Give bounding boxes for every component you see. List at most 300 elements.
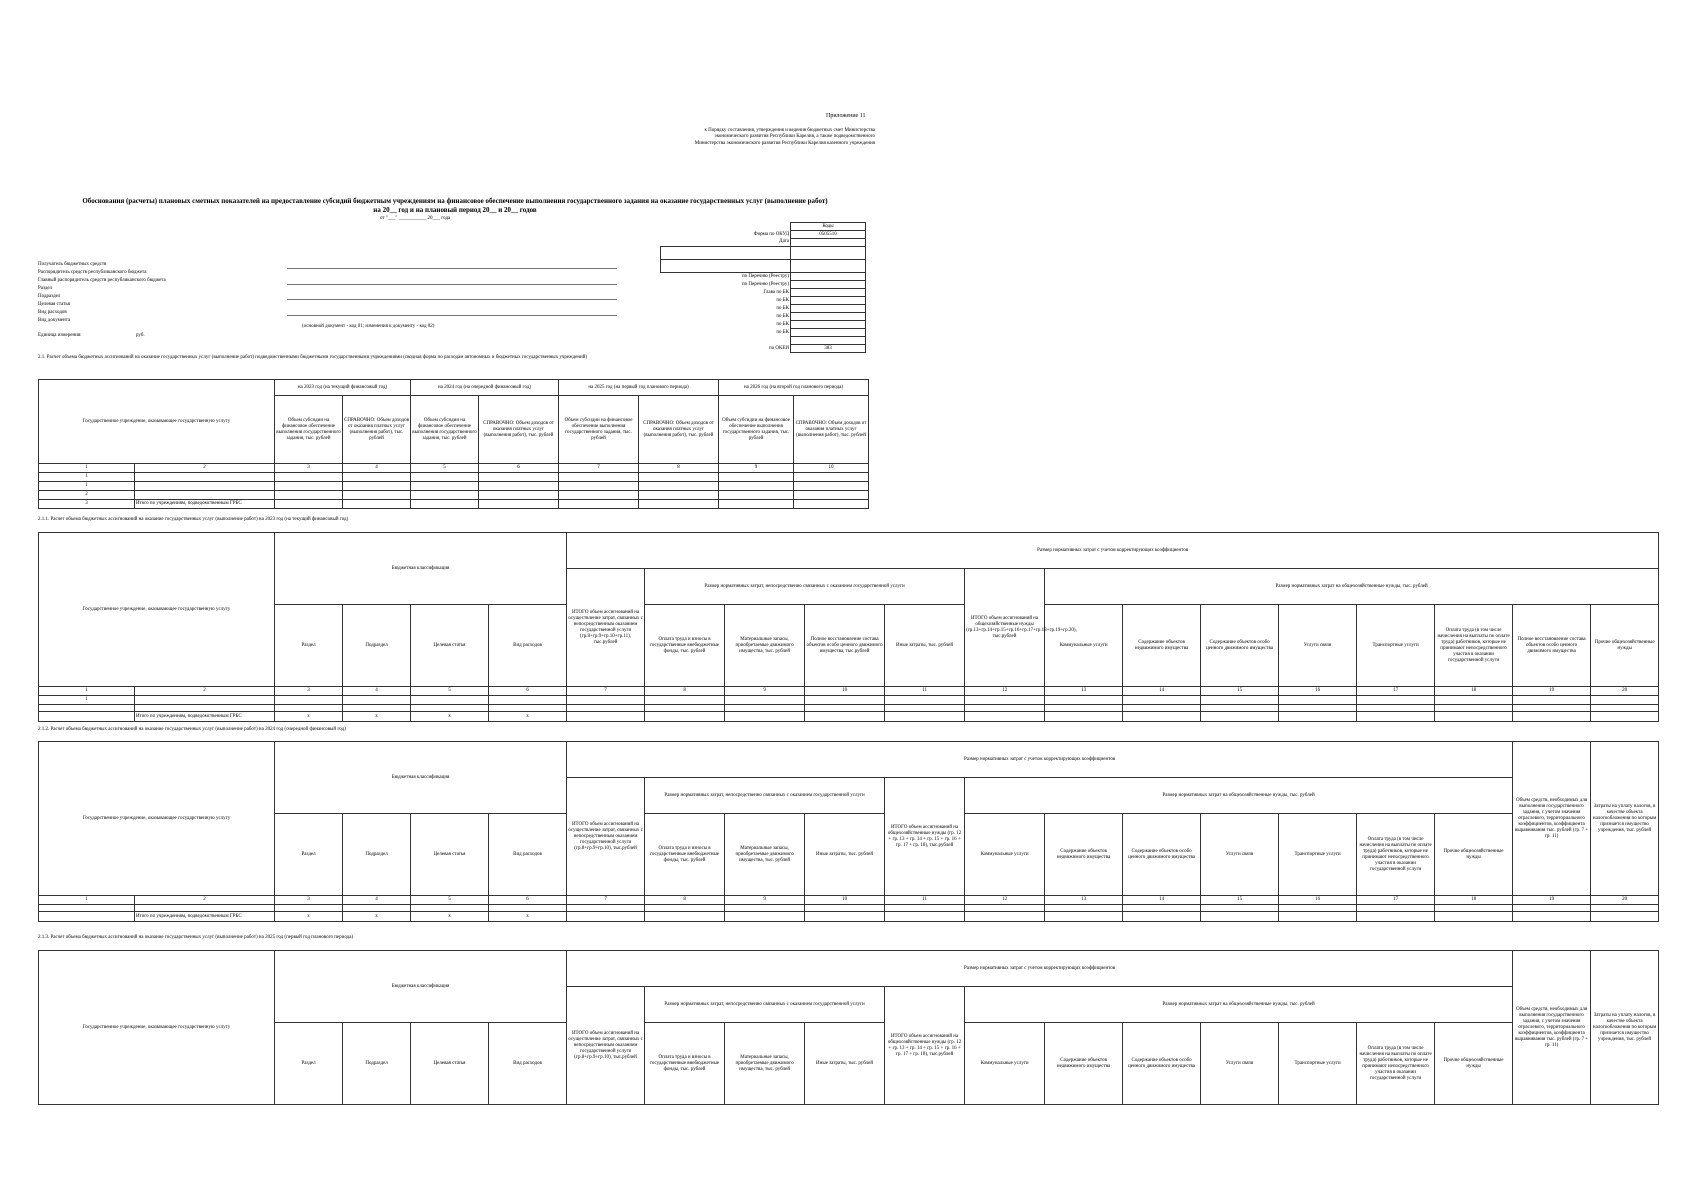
table-cell xyxy=(1279,912,1357,922)
codes-value xyxy=(791,239,866,247)
table-cell xyxy=(805,905,885,912)
codes-label: по Перечню (Реестру) xyxy=(741,281,789,287)
table-cell xyxy=(1513,712,1591,722)
table-cell xyxy=(661,223,791,231)
table-cell xyxy=(1357,712,1435,722)
table-cell: Полное восстановление состава объектов особо ценного движимого имущества xyxy=(1513,605,1591,687)
institution-header: Государственное учреждение, оказывающее государственную услугу xyxy=(39,380,275,464)
table-cell xyxy=(1279,905,1357,912)
codes-value: 383 xyxy=(791,345,866,353)
razdel-header: Раздел xyxy=(275,605,343,687)
table-cell xyxy=(1201,905,1279,912)
table-cell: 7 xyxy=(567,896,645,905)
table-cell xyxy=(791,289,866,297)
target-header: Целевая статья xyxy=(411,605,489,687)
table-cell: Итого по учреждениям, подведомственным ГРБС xyxy=(135,912,275,922)
table-cell xyxy=(343,905,411,912)
codes-label: Дата xyxy=(779,239,789,245)
table-cell: Иные затраты, тыс. рублей xyxy=(805,1023,885,1105)
table-cell: Оплата труда и взносы в государственные внебюджетные фонды, тыс. рублей xyxy=(645,605,725,687)
table-cell xyxy=(343,500,411,509)
table-cell: x xyxy=(489,712,567,722)
table-cell xyxy=(489,905,567,912)
table-cell xyxy=(135,482,275,491)
table-cell xyxy=(559,482,639,491)
table-cell xyxy=(639,473,719,482)
table-cell: 10 xyxy=(805,687,885,696)
table-cell xyxy=(885,905,965,912)
col-subsidy: Объем субсидии на финансовое обеспечение выполнения государственного задания, тыс. рублей xyxy=(559,396,639,464)
codes-label: по БК xyxy=(776,313,789,319)
institution-header: Государственное учреждение, оказывающее государственную услугу xyxy=(39,533,275,687)
table-cell: Вид расходов xyxy=(489,1023,567,1105)
table-cell: Оплата труда (в том числе начисления на выплаты по оплате труда) работников, которые не принимают непосредственного участия в оказании государственной услуги xyxy=(1357,814,1435,896)
table-cell xyxy=(1045,705,1123,712)
table-cell xyxy=(965,905,1045,912)
table-cell xyxy=(275,705,343,712)
table-cell: Итого по учреждениям, подведомственным ГРБС xyxy=(135,500,275,509)
table-cell xyxy=(135,696,275,705)
norm-general-header: Размер нормативных затрат на общехозяйственные нужды, тыс. рублей xyxy=(1045,569,1659,605)
table-cell xyxy=(39,905,135,912)
table-cell: 6 xyxy=(479,464,559,473)
table-cell: 16 xyxy=(1279,896,1357,905)
table-cell: 12 xyxy=(965,896,1045,905)
table-cell xyxy=(567,712,645,722)
year-header: на 2025 год (на первый год планового периода) xyxy=(559,380,719,396)
table-cell xyxy=(135,905,275,912)
table-cell: Оплата труда и взносы в государственные внебюджетные фонды, тыс. рублей xyxy=(645,814,725,896)
table-cell: 6 xyxy=(489,687,567,696)
table-cell: 2 xyxy=(39,491,135,500)
table-cell xyxy=(275,482,343,491)
norm-total-header: Размер нормативных затрат с учетом корректирующих коэффициентов xyxy=(567,951,1513,987)
table-cell xyxy=(1045,712,1123,722)
table-cell xyxy=(1513,912,1591,922)
table-cell: 8 xyxy=(639,464,719,473)
budget-class-header: Бюджетная классификация xyxy=(275,533,567,605)
table-cell xyxy=(1591,705,1659,712)
codes-table xyxy=(660,222,866,353)
table-cell: 9 xyxy=(719,464,794,473)
table-cell xyxy=(559,491,639,500)
table-cell xyxy=(567,696,645,705)
table-cell xyxy=(1201,912,1279,922)
table-cell xyxy=(135,473,275,482)
table-cell: Материальные запасы, приобретаемые движимого имущества, тыс. рублей xyxy=(725,605,805,687)
table-cell xyxy=(1201,705,1279,712)
table-cell: 1 xyxy=(39,696,135,705)
units-value: руб. xyxy=(136,333,145,338)
table-cell: 2 xyxy=(135,687,275,696)
table-cell: 9 xyxy=(725,687,805,696)
itogo-direct: ИТОГО объем ассигнований на осуществление затрат, связанных с непосредственным оказанием государственной услуги (гр.8+гр.9+гр.10+гр.11), тыс.рублей xyxy=(567,569,645,687)
table-cell: Коммунальные услуги xyxy=(1045,605,1123,687)
column-number-row xyxy=(39,687,1659,696)
detail-table-2023 xyxy=(38,532,1659,722)
field-line xyxy=(287,299,617,300)
table-cell: Раздел xyxy=(275,1023,343,1105)
year-header: на 2024 год (на очередной финансовый год) xyxy=(411,380,559,396)
column-number-row xyxy=(39,896,1659,905)
table-cell: 7 xyxy=(567,687,645,696)
table-cell xyxy=(661,260,791,273)
table-cell xyxy=(135,705,275,712)
total-row xyxy=(39,500,869,509)
table-cell: Итого по учреждениям, подведомственным ГРБС xyxy=(135,712,275,722)
table-row xyxy=(39,491,869,500)
year-header: на 2023 год (на текущий финансовый год) xyxy=(275,380,411,396)
table-cell: 6 xyxy=(489,896,567,905)
table-cell xyxy=(411,905,489,912)
table-cell xyxy=(645,712,725,722)
units-label: Единица измерения: xyxy=(38,333,82,338)
table-cell: 5 xyxy=(411,464,479,473)
table-cell xyxy=(645,705,725,712)
col-ref: СПРАВОЧНО: Объем доходов от оказания платных услуг (выполнения работ), тыс. рублей xyxy=(794,396,869,464)
section-213-title: 2.1.3. Расчет объема бюджетных ассигнований на оказание государственных услуг (выполнение работ) на 2025 год (первый год планового периода) xyxy=(38,935,354,940)
table-cell: 5 xyxy=(411,896,489,905)
table-cell xyxy=(275,491,343,500)
table-row xyxy=(39,482,869,491)
table-cell xyxy=(791,337,866,345)
table-cell xyxy=(411,473,479,482)
table-cell: x xyxy=(343,912,411,922)
table-cell: 18 xyxy=(1435,896,1513,905)
tax-header: Затраты на уплату налогов, в качестве объекта налогообложения по которым признается имущество учреждения, тыс. рублей xyxy=(1591,951,1659,1105)
col-ref: СПРАВОЧНО: Объем доходов от оказания платных услуг (выполнения работ), тыс. рублей xyxy=(639,396,719,464)
table-cell xyxy=(645,905,725,912)
codes-label: по БК xyxy=(776,305,789,311)
table-cell: 3 xyxy=(39,500,135,509)
table-cell: 13 xyxy=(1045,687,1123,696)
table-cell xyxy=(661,247,791,260)
field-label: Вид расходов xyxy=(38,310,67,315)
year-header: на 2026 год (на второй год планового периода) xyxy=(719,380,869,396)
table-cell xyxy=(1123,905,1201,912)
table-cell xyxy=(1435,905,1513,912)
table-cell xyxy=(791,273,866,281)
itogo-general: ИТОГО объем ассигнований на общехозяйственные нужды (гр.13+гр.14+гр.15+гр.16+гр.17+гр.18+гр.19+гр.20), тыс.рублей xyxy=(965,569,1045,687)
norm-total-header: Размер нормативных затрат с учетом корректирующих коэффициентов xyxy=(567,742,1513,778)
norm-total-header: Размер нормативных затрат с учетом корректирующих коэффициентов xyxy=(567,533,1659,569)
table-cell xyxy=(1201,696,1279,705)
field-label: Получатель бюджетных средств xyxy=(38,262,107,267)
codes-label: по БК xyxy=(776,297,789,303)
table-cell xyxy=(411,500,479,509)
tax-header: Затраты на уплату налогов, в качестве объекта налогообложения по которым признается имущество учреждения, тыс. рублей xyxy=(1591,742,1659,896)
table-cell: 15 xyxy=(1201,896,1279,905)
codes-label: Глава по БК xyxy=(763,289,789,295)
table-cell xyxy=(645,696,725,705)
table-cell: 9 xyxy=(725,896,805,905)
table-cell xyxy=(791,329,866,337)
table-cell: Оплата труда (в том числе начисления на выплаты по оплате труда) работников, которые не принимают непосредственного участия в оказании государственной услуги xyxy=(1357,1023,1435,1105)
table-cell xyxy=(1123,705,1201,712)
table-cell: 2 xyxy=(135,464,275,473)
table-cell xyxy=(411,491,479,500)
table-cell: Содержание объектов недвижимого имущества xyxy=(1045,814,1123,896)
table-cell xyxy=(1279,696,1357,705)
table-cell xyxy=(1123,696,1201,705)
podrazdel-header: Подраздел xyxy=(343,605,411,687)
table-cell xyxy=(965,696,1045,705)
page-title: Обоснования (расчеты) плановых сметных показателей на предоставление субсидий бюджетным учреждениям на финансовое обеспечение выполнения государственного задания на оказание государственных услуг (выполнение работ) на 20__ год и на плановый период 20__ и 20__ годов xyxy=(82,197,828,215)
table-cell: Оплата труда (в том числе начисления на выплаты по оплате труда) работников, которые не принимают непосредственного участия в оказании государственной услуги xyxy=(1435,605,1513,687)
col-ref: СПРАВОЧНО: Объем доходов от оказания платных услуг (выполнения работ), тыс. рублей xyxy=(479,396,559,464)
norm-general-header: Размер нормативных затрат на общехозяйственные нужды, тыс. рублей xyxy=(965,987,1513,1023)
table-cell xyxy=(1045,912,1123,922)
table-cell xyxy=(639,500,719,509)
field-line xyxy=(287,315,617,316)
table-cell xyxy=(479,473,559,482)
section-212-title: 2.1.2. Расчет объема бюджетных ассигнований на оказание государственных услуг (выполнение работ) на 2024 год (очередной финансовый год) xyxy=(38,727,346,732)
table-cell: 3 xyxy=(275,464,343,473)
table-cell xyxy=(1435,705,1513,712)
table-cell: Транспортные услуги xyxy=(1357,605,1435,687)
table-cell xyxy=(719,491,794,500)
table-cell xyxy=(479,482,559,491)
table-cell: 5 xyxy=(411,687,489,696)
table-cell: 1 xyxy=(39,896,135,905)
table-cell: 1 xyxy=(39,473,135,482)
table-cell xyxy=(1357,696,1435,705)
field-line xyxy=(287,268,617,269)
table-cell: 8 xyxy=(645,896,725,905)
table-cell xyxy=(725,705,805,712)
col-subsidy: Объем субсидии на финансовое обеспечение выполнения государственного задания, тыс. рублей xyxy=(719,396,794,464)
table-cell: Услуги связи xyxy=(1201,1023,1279,1105)
table-cell xyxy=(885,705,965,712)
table-cell xyxy=(791,247,866,260)
table-cell xyxy=(805,912,885,922)
col-subsidy: Объем субсидии на финансовое обеспечение выполнения государственного задания, тыс. рублей xyxy=(275,396,343,464)
table-cell xyxy=(1513,705,1591,712)
table-cell: 10 xyxy=(794,464,869,473)
table-cell xyxy=(725,696,805,705)
table-cell xyxy=(1513,905,1591,912)
table-cell: 2 xyxy=(135,896,275,905)
table-cell xyxy=(791,305,866,313)
table-cell xyxy=(567,705,645,712)
itogo-general: ИТОГО объем ассигнований на общехозяйственные нужды (гр. 12 + гр. 13 + гр. 14 + гр. 15 + гр. 16 + гр. 17 + гр. 18), тыс.рублей xyxy=(885,778,965,896)
table-cell: 4 xyxy=(343,687,411,696)
col-ref: СПРАВОЧНО: Объем доходов от оказания платных услуг (выполнения работ), тыс. рублей xyxy=(343,396,411,464)
budget-class-header: Бюджетная классификация xyxy=(275,951,567,1023)
table-cell: Транспортные услуги xyxy=(1279,814,1357,896)
codes-header: Коды xyxy=(791,223,866,231)
table-cell xyxy=(725,905,805,912)
field-label: Раздел xyxy=(38,286,53,291)
table-cell xyxy=(719,473,794,482)
table-cell: Иные затраты, тыс. рублей xyxy=(885,605,965,687)
table-cell xyxy=(1435,712,1513,722)
table-cell: Иные затраты, тыс. рублей xyxy=(805,814,885,896)
table-cell xyxy=(275,473,343,482)
table-cell xyxy=(343,491,411,500)
table-cell xyxy=(965,705,1045,712)
table-cell: x xyxy=(411,912,489,922)
codes-label: Форма по ОКУД xyxy=(753,231,789,237)
table-cell: 19 xyxy=(1513,896,1591,905)
table-cell: 4 xyxy=(343,896,411,905)
table-cell: 7 xyxy=(559,464,639,473)
field-label: Целевая статья xyxy=(38,302,70,307)
table-cell: 15 xyxy=(1201,687,1279,696)
table-cell: Подраздел xyxy=(343,1023,411,1105)
table-cell: Содержание объектов недвижимого имущества xyxy=(1123,605,1201,687)
table-cell xyxy=(1357,912,1435,922)
summary-table xyxy=(38,379,869,509)
table-row xyxy=(39,705,1659,712)
table-cell xyxy=(794,482,869,491)
table-cell: Содержание объектов недвижимого имущества xyxy=(1045,1023,1123,1105)
table-cell: 19 xyxy=(1513,687,1591,696)
codes-label: по БК xyxy=(776,321,789,327)
table-cell xyxy=(411,705,489,712)
table-cell xyxy=(275,696,343,705)
appendix-note: к Порядку составления, утверждения и ведения бюджетных смет Министерства экономического развития Республики Карелия, а также подведомственного Министерства экономического развития Республики Карелия казенного учреждения xyxy=(694,128,875,146)
target-header: Целевая статья xyxy=(411,814,489,896)
table-cell: 4 xyxy=(343,464,411,473)
table-cell xyxy=(1435,696,1513,705)
table-cell xyxy=(794,500,869,509)
section-211-title: 2.1.1. Расчет объема бюджетных ассигнований на оказание государственных услуг (выполнение работ) на 2023 год (на текущий финансовый год) xyxy=(38,517,349,522)
table-cell: 14 xyxy=(1123,687,1201,696)
table-cell: 1 xyxy=(39,464,135,473)
table-cell xyxy=(885,696,965,705)
table-cell xyxy=(885,912,965,922)
table-cell: 17 xyxy=(1357,896,1435,905)
table-cell: 3 xyxy=(275,896,343,905)
table-cell: Прочие общехозяйственные нужды xyxy=(1435,814,1513,896)
section-21-title: 2.1. Расчет объема бюджетных ассигнований на оказание государственных услуг (выполнение работ) подведомственными бюджетными государственными учреждениями (сводная форма по расходам автономных и бюджетных государственных учреждений) xyxy=(38,355,588,360)
table-cell xyxy=(1123,712,1201,722)
codes-label: по ОКЕИ xyxy=(768,345,789,351)
table-cell xyxy=(489,705,567,712)
table-cell xyxy=(791,313,866,321)
field-label: Подраздел xyxy=(38,294,61,299)
table-cell xyxy=(135,491,275,500)
detail-table-2025-clip xyxy=(38,950,1660,1081)
table-cell xyxy=(1357,905,1435,912)
table-cell: Содержание объектов особо ценного движимого имущества xyxy=(1123,814,1201,896)
column-number-row xyxy=(39,464,869,473)
table-cell xyxy=(567,905,645,912)
podrazdel-header: Подраздел xyxy=(343,814,411,896)
table-cell: Коммунальные услуги xyxy=(965,1023,1045,1105)
table-cell xyxy=(1279,705,1357,712)
norm-general-header: Размер нормативных затрат на общехозяйственные нужды, тыс. рублей xyxy=(965,778,1513,814)
table-cell xyxy=(1591,905,1659,912)
detail-table-2025 xyxy=(38,950,1659,1105)
table-cell: Услуги связи xyxy=(1279,605,1357,687)
table-cell xyxy=(645,912,725,922)
table-cell: Услуги связи xyxy=(1201,814,1279,896)
table-cell xyxy=(39,912,135,922)
table-cell: Коммунальные услуги xyxy=(965,814,1045,896)
budget-class-header: Бюджетная классификация xyxy=(275,742,567,814)
table-cell: 17 xyxy=(1357,687,1435,696)
table-cell: Прочие общехозяйственные нужды xyxy=(1435,1023,1513,1105)
volume-header: Объем средств, необходимых для выполнения государственного задания, с учетом значения отраслевого, территориального коэффициентов, коэффициента выравнивания тыс. рублей (гр. 7 + гр. 11) xyxy=(1513,742,1591,896)
table-cell xyxy=(791,281,866,289)
table-cell xyxy=(805,705,885,712)
table-cell xyxy=(411,482,479,491)
table-cell: 1 xyxy=(39,687,135,696)
table-cell xyxy=(639,491,719,500)
table-cell xyxy=(965,912,1045,922)
table-cell xyxy=(559,473,639,482)
table-row xyxy=(39,905,1659,912)
itogo-direct: ИТОГО объем ассигнований на осуществление затрат, связанных с непосредственным оказанием государственной услуги (гр.8+гр.9+гр.10), тыс.рублей xyxy=(567,778,645,896)
field-line xyxy=(287,284,617,285)
table-cell: 8 xyxy=(645,687,725,696)
table-cell xyxy=(794,491,869,500)
field-label: Распорядитель средств республиканского бюджета xyxy=(38,270,147,275)
table-cell xyxy=(725,712,805,722)
itogo-direct: ИТОГО объем ассигнований на осуществление затрат, связанных с непосредственным оказанием государственной услуги (гр.8+гр.9+гр.10), тыс.рублей xyxy=(567,987,645,1105)
codes-value: 0505510 xyxy=(791,231,866,239)
field-label: Вид документа xyxy=(38,318,71,323)
table-cell: 18 xyxy=(1435,687,1513,696)
table-cell xyxy=(275,905,343,912)
table-cell xyxy=(1435,912,1513,922)
codes-label: по Перечню (Реестру) xyxy=(741,273,789,279)
table-cell xyxy=(1591,912,1659,922)
table-cell: 20 xyxy=(1591,896,1659,905)
volume-header: Объем средств, необходимых для выполнения государственного задания, с учетом значения отраслевого, территориального коэффициентов, коэффициента выравнивания тыс. рублей (гр. 7 + гр. 11) xyxy=(1513,951,1591,1105)
field-label: Главный распорядитель средств республиканского бюджета xyxy=(38,278,166,283)
table-cell: Содержание объектов особо ценного движимого имущества xyxy=(1201,605,1279,687)
expense-kind-header: Вид расходов xyxy=(489,814,567,896)
table-cell: 12 xyxy=(965,687,1045,696)
table-row xyxy=(39,696,1659,705)
table-cell: Целевая статья xyxy=(411,1023,489,1105)
table-cell xyxy=(719,500,794,509)
table-cell xyxy=(567,912,645,922)
table-cell xyxy=(791,321,866,329)
norm-direct-header: Размер нормативных затрат, непосредственно связанных с оказанием государственной услуги xyxy=(645,778,885,814)
table-cell xyxy=(639,482,719,491)
table-cell: 20 xyxy=(1591,687,1659,696)
table-cell xyxy=(791,260,866,273)
table-cell xyxy=(1123,912,1201,922)
table-cell: x xyxy=(275,712,343,722)
table-cell: 10 xyxy=(805,896,885,905)
table-cell xyxy=(1591,712,1659,722)
table-cell xyxy=(661,337,791,345)
table-cell: Полное восстановление состава объектов особо ценного движимого имущества, тыс.рублей xyxy=(805,605,885,687)
codes-label: по БК xyxy=(776,329,789,335)
institution-header: Государственное учреждение, оказывающее государственную услугу xyxy=(39,742,275,896)
razdel-header: Раздел xyxy=(275,814,343,896)
table-cell xyxy=(1513,696,1591,705)
table-cell: 16 xyxy=(1279,687,1357,696)
appendix-label: Приложение 11 xyxy=(826,113,866,119)
table-cell xyxy=(275,500,343,509)
col-subsidy: Объем субсидии на финансовое обеспечение выполнения государственного задания, тыс. рублей xyxy=(411,396,479,464)
table-cell xyxy=(1045,696,1123,705)
date-line: от "___" ___________ 20___ года xyxy=(380,216,451,221)
norm-direct-header: Размер нормативных затрат, непосредственно связанных с оказанием государственной услуги xyxy=(645,987,885,1023)
table-cell xyxy=(39,705,135,712)
table-cell xyxy=(1279,712,1357,722)
table-cell xyxy=(805,712,885,722)
table-cell xyxy=(1591,696,1659,705)
table-cell xyxy=(1357,705,1435,712)
table-cell xyxy=(559,500,639,509)
